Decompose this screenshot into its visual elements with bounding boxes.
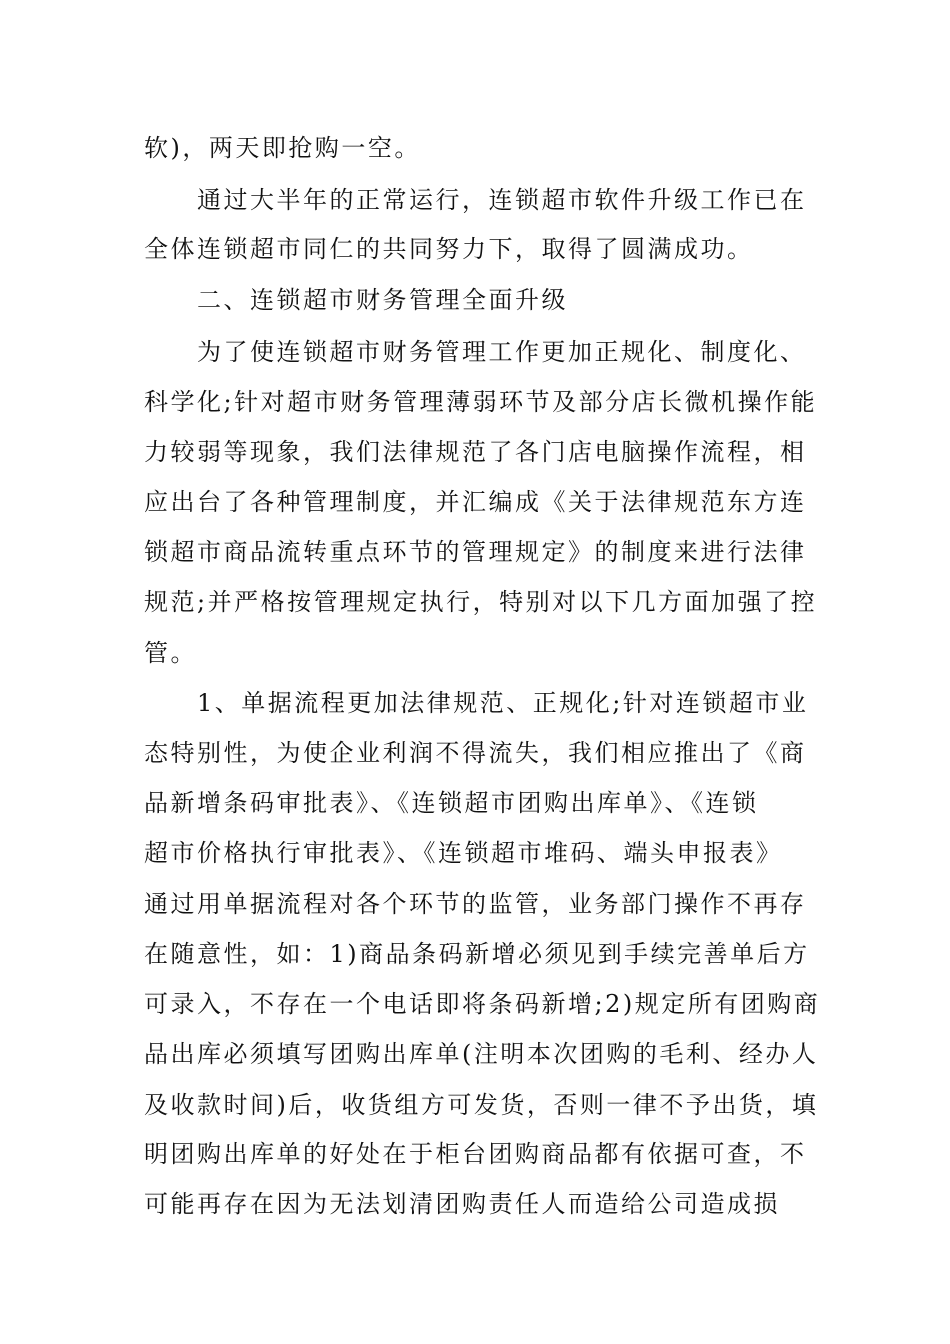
text-line: 品出库必须填写团购出库单(注明本次团购的毛利、经办人	[144, 1040, 819, 1068]
text-line: 软)，两天即抢购一空。	[144, 134, 421, 162]
text-line: 可能再存在因为无法划清团购责任人而造给公司造成损	[144, 1190, 780, 1218]
text-line: 通过大半年的正常运行，连锁超市软件升级工作已在	[197, 186, 807, 214]
text-line: 及收款时间)后，收货组方可发货，否则一律不予出货，填	[144, 1091, 819, 1119]
text-line: 力较弱等现象，我们法律规范了各门店电脑操作流程，相	[144, 438, 807, 466]
text-line: 态特别性，为使企业利润不得流失，我们相应推出了《商	[144, 739, 807, 767]
text-line: 1、单据流程更加法律规范、正规化;针对连锁超市业	[197, 689, 809, 717]
text-line: 品新增条码审批表》、《连锁超市团购出库单》、《连锁	[144, 789, 759, 817]
text-line: 可录入，不存在一个电话即将条码新增;2)规定所有团购商	[144, 990, 821, 1018]
text-line: 应出台了各种管理制度，并汇编成《关于法律规范东方连	[144, 488, 807, 516]
text-line: 通过用单据流程对各个环节的监管，业务部门操作不再存	[144, 890, 807, 918]
text-line: 为了使连锁超市财务管理工作更加正规化、制度化、	[197, 338, 807, 366]
text-line: 超市价格执行审批表》、《连锁超市堆码、端头申报表》	[144, 839, 783, 867]
text-line: 锁超市商品流转重点环节的管理规定》的制度来进行法律	[144, 538, 807, 566]
section-heading: 二、连锁超市财务管理全面升级	[197, 286, 568, 314]
text-line: 管。	[144, 639, 197, 667]
text-line: 在随意性，如：1)商品条码新增必须见到手续完善单后方	[144, 940, 810, 968]
text-line: 全体连锁超市同仁的共同努力下，取得了圆满成功。	[144, 235, 754, 263]
text-line: 明团购出库单的好处在于柜台团购商品都有依据可查，不	[144, 1140, 807, 1168]
text-line: 规范;并严格按管理规定执行，特别对以下几方面加强了控	[144, 588, 818, 616]
text-line: 科学化;针对超市财务管理薄弱环节及部分店长微机操作能	[144, 388, 818, 416]
